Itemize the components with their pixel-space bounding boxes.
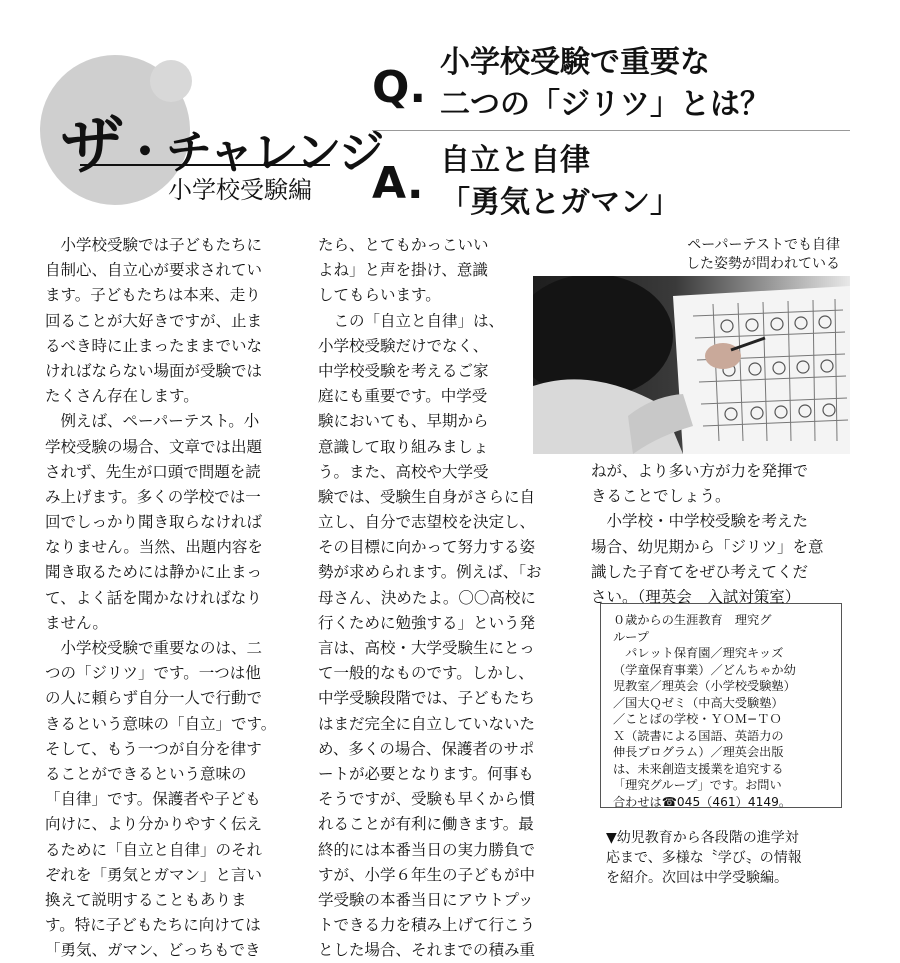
series-title-rule [80,164,330,166]
text-line: さい。（理英会 入試対策室） [591,587,801,606]
text-line: 中学校受験を考えるご家 [318,361,489,380]
note-line: を紹介。次回は中学受験編。 [606,870,788,886]
text-line: 向けに、より分かりやすく伝え [45,815,263,834]
text-line: 換えて説明することもありま [45,890,247,909]
text-line: 行くために勉強する」という発 [318,613,536,632]
series-subtitle: 小学校受験編 [168,176,312,204]
question-line: 小学校受験で重要な [440,45,710,80]
exam-photo-illustration [533,276,850,454]
text-line: るべき時に止まったままでいな [45,336,263,355]
text-line: きるという意味の「自立」です。 [45,714,277,733]
series-title-rest: チャレンジ [166,125,383,179]
question-headline [440,42,770,126]
text-line: とした場合、それまでの積み重 [318,941,536,960]
text-line: 勢が求められます。例えば、「お [318,563,542,582]
text-line: されず、先生が口頭で問題を読 [45,462,261,481]
text-line: つの「ジリツ」です。一つは他 [45,664,261,683]
text-line: してもらいます。 [318,286,441,305]
text-line: 「自律」です。保護者や子ども [45,790,261,809]
group-info-text [613,612,796,810]
info-line: ループ [613,629,649,644]
info-line: 児教室／理英会（小学校受験塾） [613,679,796,693]
text-line: ートが必要となります。何事も [318,764,534,783]
info-line: Ｘ（読書による国語、英語力の [613,728,784,743]
text-line: れることが有利に働きます。最 [318,815,534,834]
text-line: み上げます。多くの学校では一 [45,487,261,506]
info-line: は、未来創造支援業を追究する [613,761,784,776]
text-line: 小学校受験では子どもたちに [45,236,263,254]
text-line: 場合、幼児期から「ジリツ」を意 [591,537,824,556]
question-label: Q. [372,62,427,113]
series-title-dot: ・ [122,125,166,179]
series-note [606,828,802,888]
text-line: 母さん、決めたよ。〇〇高校に [318,588,536,607]
text-line: す。特に子どもたちに向けては [45,916,261,935]
text-line: 回でしっかり聞き取らなければ [45,513,263,532]
answer-label: A. [372,158,424,209]
text-line: そして、もう一つが自分を律す [45,739,262,758]
text-line: 識した子育てをぜひ考えてくだ [591,562,809,581]
question-line: 二つの「ジリツ」とは？ [440,87,770,122]
info-line: ／ことばの学校・ＹＯＭ−ＴＯ [613,712,782,726]
info-line: 合わせは☎045（461）4149。 [613,794,792,809]
body-column-1 [45,233,276,963]
caption-line: した姿勢が問われている [686,256,840,272]
text-line: 庭にも重要です。中学受 [318,387,488,406]
text-line: ぞれを「勇気とガマン」と言い [45,865,263,884]
text-line: 聞き取るためには静かに止まっ [45,563,263,582]
text-line: 「勇気、ガマン、どっちもでき [45,941,261,960]
text-line: その目標に向かって努力する姿 [318,538,536,557]
answer-line: 自立と自律 [440,143,590,178]
text-line: そうですが、受験も早くから慣 [318,790,536,809]
text-line: はまだ完全に自立していないた [318,714,536,733]
text-line: ることができるという意味の [45,764,247,783]
text-line: う。また、高校や大学受 [318,462,489,481]
text-line: 言は、高校・大学受験生にとっ [318,639,535,657]
text-line: トできる力を積み上げて行こう [318,916,536,935]
answer-line: 「勇気とガマン」 [440,185,680,220]
note-line: ▼幼児教育から各段階の進学対 [606,830,799,846]
caption-line: ペーパーテストでも自律 [687,237,840,253]
text-line: 中学受験段階では、子どもたち [318,689,536,708]
text-line: すが、小学６年生の子どもが中 [318,865,536,884]
text-line: ません。 [45,613,108,632]
text-line: 回ることが大好きですが、止ま [45,311,263,330]
text-line: たくさん存在します。 [45,387,199,406]
exam-photo [533,276,850,454]
text-line: て一般的なものです。しかし、 [318,664,534,683]
text-line: 小学校受験だけでなく、 [318,336,489,355]
info-line: （学童保育事業）／どんちゃか幼 [613,662,796,677]
text-line: 学受験の本番当日にアウトプッ [318,890,534,909]
answer-headline [440,140,680,224]
text-line: 小学校受験で重要なのは、二 [45,639,263,657]
photo-caption [600,236,840,274]
note-line: 応まで、多様な〝学び〟の情報 [606,850,802,866]
text-line: 意識して取り組みましょ [318,437,489,456]
text-line: 自制心、自立心が要求されてい [45,261,263,280]
text-line: 終的には本番当日の実力勝負で [318,840,536,859]
body-column-3 [591,459,824,610]
text-line: なりません。当然、出題内容を [45,538,263,557]
text-line: 験においても、早期から [318,412,489,431]
body-column-2 [318,233,542,963]
text-line: の人に頼らず自分一人で行動で [45,689,263,708]
qa-divider [372,130,850,131]
text-line: 学校受験の場合、文章では出題 [45,437,263,456]
text-line: るために「自立と自律」のそれ [45,840,263,859]
series-title-main: ザ [60,110,122,184]
text-line: ければならない場面が受験では [45,361,263,380]
text-line: 立し、自分で志望校を決定し、 [318,513,536,532]
text-line: め、多くの場合、保護者のサポ [318,739,535,758]
text-line: よね」と声を掛け、意識 [318,261,488,280]
info-line: 「理究グループ」です。お問い [613,778,782,792]
info-line: ／国大Ｑゼミ（中高大受験塾） [613,695,784,710]
text-line: ねが、より多い方が力を発揮で [591,462,809,480]
info-line: 伸長プログラム）／理英会出版 [613,745,784,759]
text-line: 験では、受験生自身がさらに自 [318,487,536,506]
text-line: この「自立と自律」は、 [318,311,505,330]
text-line: 例えば、ペーパーテスト。小 [45,412,260,431]
text-line: 小学校・中学校受験を考えた [591,512,809,531]
info-line: パレット保育園／理究キッズ [613,646,784,660]
text-line: ます。子どもたちは本来、走り [45,286,261,305]
info-line: ０歳からの生涯教育 理究グ [613,613,772,627]
text-line: て、よく話を聞かなければなり [45,588,262,607]
text-line: きることでしょう。 [591,487,731,506]
group-info-box [600,603,842,808]
text-line: たら、とてもかっこいい [318,236,489,254]
